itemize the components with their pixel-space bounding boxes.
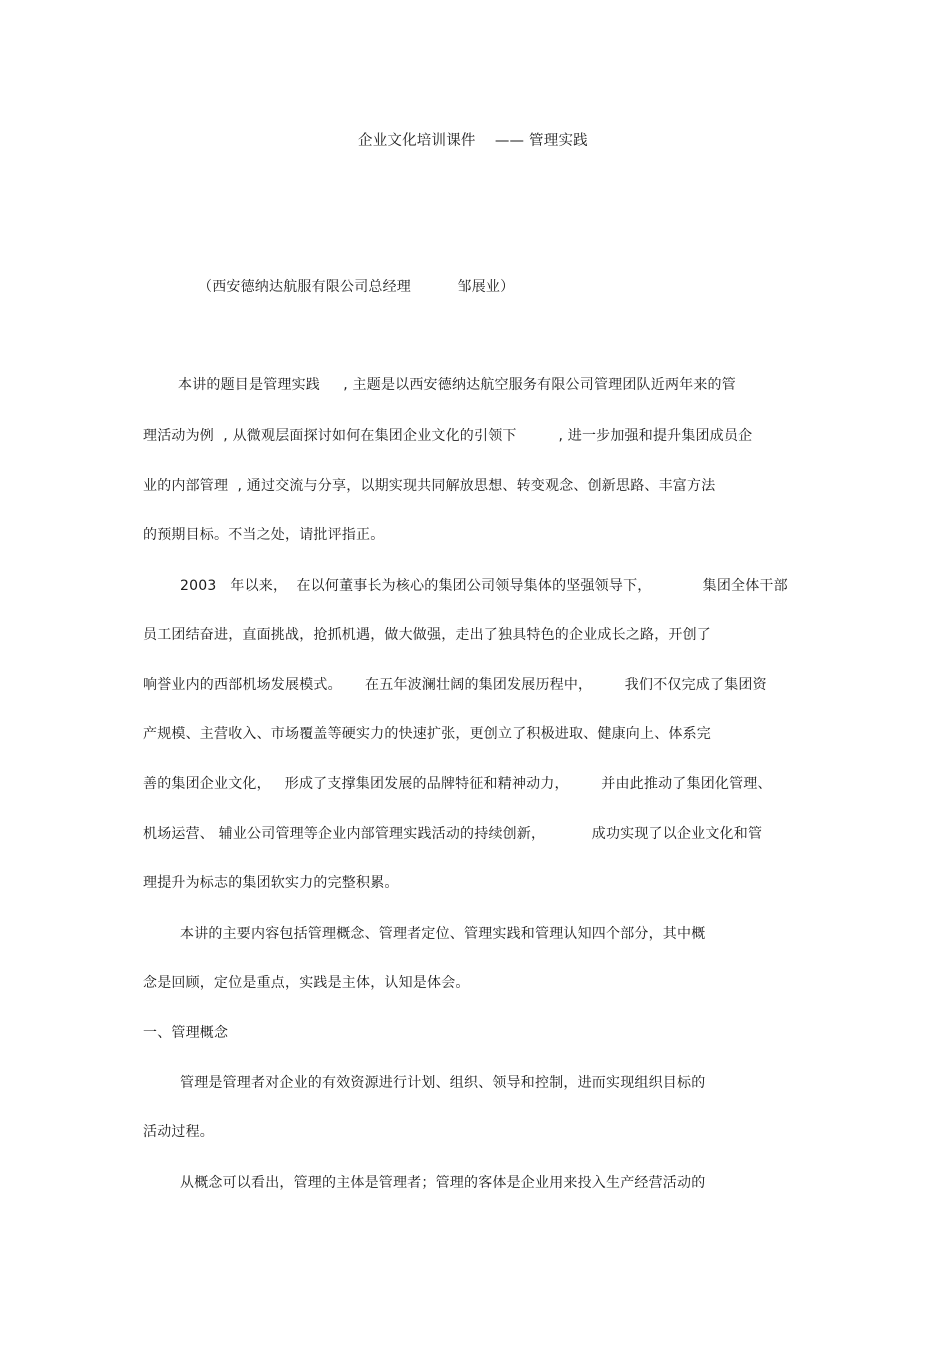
paragraph-line: 的预期目标。不当之处，请批评指正。 xyxy=(143,527,385,543)
paragraph-line: 理提升为标志的集团软实力的完整积累。 xyxy=(143,875,399,891)
paragraph-line: 从概念可以看出，管理的主体是管理者；管理的客体是企业用来投入生产经营活动的 xyxy=(180,1175,706,1191)
paragraph-line: 善的集团企业文化， 形成了支撑集团发展的品牌特征和精神动力， 并由此推动了集团化管理、 xyxy=(143,776,772,792)
section-heading: 一、管理概念 xyxy=(143,1025,229,1041)
author-line: （西安德纳达航服有限公司总经理 邹展业） xyxy=(198,279,515,295)
paragraph-line: 管理是管理者对企业的有效资源进行计划、组织、领导和控制，进而实现组织目标的 xyxy=(180,1075,706,1091)
paragraph-line: 念是回顾，定位是重点，实践是主体，认知是体会。 xyxy=(143,975,470,991)
paragraph-line: 产规模、主营收入、市场覆盖等硬实力的快速扩张，更创立了积极进取、健康向上、体系完 xyxy=(143,726,711,742)
document-title: 企业文化培训课件 —— 管理实践 xyxy=(358,133,588,149)
paragraph-line: 机场运营、 辅业公司管理等企业内部管理实践活动的持续创新， 成功实现了以企业文化和管 xyxy=(143,826,763,842)
paragraph-line: 本讲的主要内容包括管理概念、管理者定位、管理实践和管理认知四个部分，其中概 xyxy=(180,926,706,942)
paragraph-line: 业的内部管理 , 通过交流与分享，以期实现共同解放思想、转变观念、创新思路、丰富方法 xyxy=(143,478,716,494)
paragraph-line: 员工团结奋进，直面挑战，抢抓机遇，做大做强，走出了独具特色的企业成长之路，开创了 xyxy=(143,627,711,643)
paragraph-line: 理活动为例 , 从微观层面探讨如何在集团企业文化的引领下 , 进一步加强和提升集团成员企 xyxy=(143,428,753,444)
paragraph-line: 2003 年以来， 在以何董事长为核心的集团公司领导集体的坚强领导下， 集团全体干部 xyxy=(180,578,788,594)
paragraph-line: 活动过程。 xyxy=(143,1124,214,1140)
paragraph-line: 响誉业内的西部机场发展模式。 在五年波澜壮阔的集团发展历程中， 我们不仅完成了集团资 xyxy=(143,677,767,693)
paragraph-line: 本讲的题目是管理实践 , 主题是以西安德纳达航空服务有限公司管理团队近两年来的管 xyxy=(178,377,736,393)
